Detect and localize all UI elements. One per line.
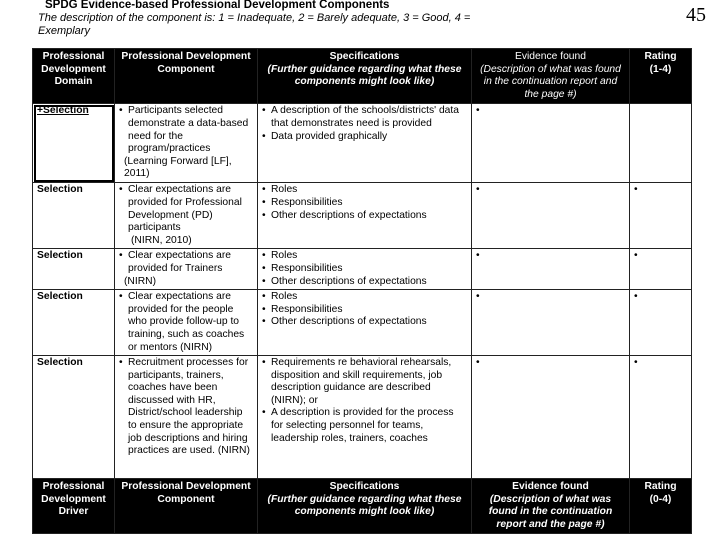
component-cell xyxy=(115,290,258,356)
table-row xyxy=(33,290,692,356)
evidence-cell[interactable] xyxy=(472,249,630,290)
rating-cell[interactable] xyxy=(630,183,692,249)
specifications-cell xyxy=(258,104,472,183)
footer-component: Professional Development Component xyxy=(115,479,258,534)
spec-item: • Responsibilities xyxy=(262,263,467,276)
spec-item: • A description of the schools/districts' data that demonstrates need is provided xyxy=(262,105,467,130)
rating-scale-description: The description of the component is: 1 = Inadequate, 2 = Barely adequate, 3 = Good, 4 = Exemplary xyxy=(38,12,471,37)
component-text: • Recruitment processes for participants, trainers, coaches have been discussed with HR, District/school leadership to ensure the appropriate job descriptions and hiring practices are used. (NIRN) xyxy=(119,357,253,458)
component-text: • Clear expectations are provided for Professional Development (PD) participants xyxy=(119,184,253,234)
rating-cell[interactable] xyxy=(630,356,692,479)
specifications-cell xyxy=(258,356,472,479)
component-text: • Clear expectations are provided for the people who provide follow-up to training, such as coaches or mentors (NIRN) xyxy=(119,291,253,354)
header-rating xyxy=(630,49,692,104)
pd-components-table xyxy=(32,48,692,534)
header-specifications xyxy=(258,49,472,104)
footer-specifications xyxy=(258,479,472,534)
table-footer-row xyxy=(33,479,692,534)
spec-item: • A description is provided for the process for selecting personnel for teams, leadership roles, trainers, coaches xyxy=(262,407,467,445)
document-title: SPDG Evidence-based Professional Development Components xyxy=(45,0,390,11)
component-citation: (Learning Forward [LF], 2011) xyxy=(124,155,232,180)
header-domain: Professional Development Domain xyxy=(33,49,115,104)
specifications-cell xyxy=(258,249,472,290)
footer-evidence-guidance: (Description of what was found in the continuation report and the page #) xyxy=(488,493,613,530)
page-number: 45 xyxy=(686,4,706,26)
footer-specifications-title: Specifications xyxy=(329,481,400,493)
evidence-cell[interactable] xyxy=(472,183,630,249)
table-row xyxy=(33,356,692,479)
domain-cell: Selection xyxy=(33,356,115,479)
domain-cell: Selection xyxy=(33,290,115,356)
header-evidence-guidance: (Description of what was found in the continuation report and the page #) xyxy=(480,63,621,100)
header-rating-title: Rating xyxy=(644,51,677,62)
header-specifications-title: Specifications xyxy=(329,51,400,62)
spec-item: • Roles xyxy=(262,250,467,263)
component-text: • Clear expectations are provided for Trainers xyxy=(119,250,253,275)
rating-cell[interactable] xyxy=(630,249,692,290)
footer-rating-scale: (0-4) xyxy=(649,493,672,505)
footer-evidence xyxy=(472,479,630,534)
footer-driver: Professional Development Driver xyxy=(33,479,115,534)
component-text: • Participants selected demonstrate a data-based need for the program/practices xyxy=(119,105,253,155)
component-cell xyxy=(115,183,258,249)
footer-rating-title: Rating xyxy=(644,481,677,493)
evidence-cell[interactable] xyxy=(472,356,630,479)
evidence-cell[interactable] xyxy=(472,290,630,356)
component-cell xyxy=(115,356,258,479)
header-evidence-title: Evidence found xyxy=(515,51,586,62)
rating-cell[interactable] xyxy=(630,104,692,183)
table-row xyxy=(33,104,692,183)
domain-cell-selected[interactable]: +Selection xyxy=(33,104,115,183)
header-component: Professional Development Component xyxy=(115,49,258,104)
specifications-cell xyxy=(258,183,472,249)
evidence-cell[interactable] xyxy=(472,104,630,183)
component-cell xyxy=(115,249,258,290)
footer-specifications-guidance: (Further guidance regarding what these components might look like) xyxy=(267,493,462,518)
spec-item: • Roles xyxy=(262,291,467,304)
spec-item: • Other descriptions of expectations xyxy=(262,316,467,329)
table-row xyxy=(33,183,692,249)
spec-item: • Data provided graphically xyxy=(262,131,467,144)
spec-item: • Other descriptions of expectations xyxy=(262,276,467,289)
header-rating-scale: (1-4) xyxy=(649,63,672,75)
spec-item: • Roles xyxy=(262,184,467,197)
rating-cell[interactable] xyxy=(630,290,692,356)
spec-item: • Responsibilities xyxy=(262,197,467,210)
specifications-cell xyxy=(258,290,472,356)
table-header-row xyxy=(33,49,692,104)
header-evidence xyxy=(472,49,630,104)
component-cell xyxy=(115,104,258,183)
spec-item: • Requirements re behavioral rehearsals, disposition and skill requirements, job description guidance are described (NIRN); or xyxy=(262,357,467,407)
table-row xyxy=(33,249,692,290)
component-citation: (NIRN, 2010) xyxy=(131,234,192,246)
domain-cell: Selection xyxy=(33,183,115,249)
spec-item: • Responsibilities xyxy=(262,304,467,317)
spec-item: • Other descriptions of expectations xyxy=(262,210,467,223)
footer-rating xyxy=(630,479,692,534)
domain-cell: Selection xyxy=(33,249,115,290)
header-specifications-guidance: (Further guidance regarding what these components might look like) xyxy=(267,63,462,88)
footer-evidence-title: Evidence found xyxy=(512,481,589,493)
component-citation: (NIRN) xyxy=(124,275,157,287)
